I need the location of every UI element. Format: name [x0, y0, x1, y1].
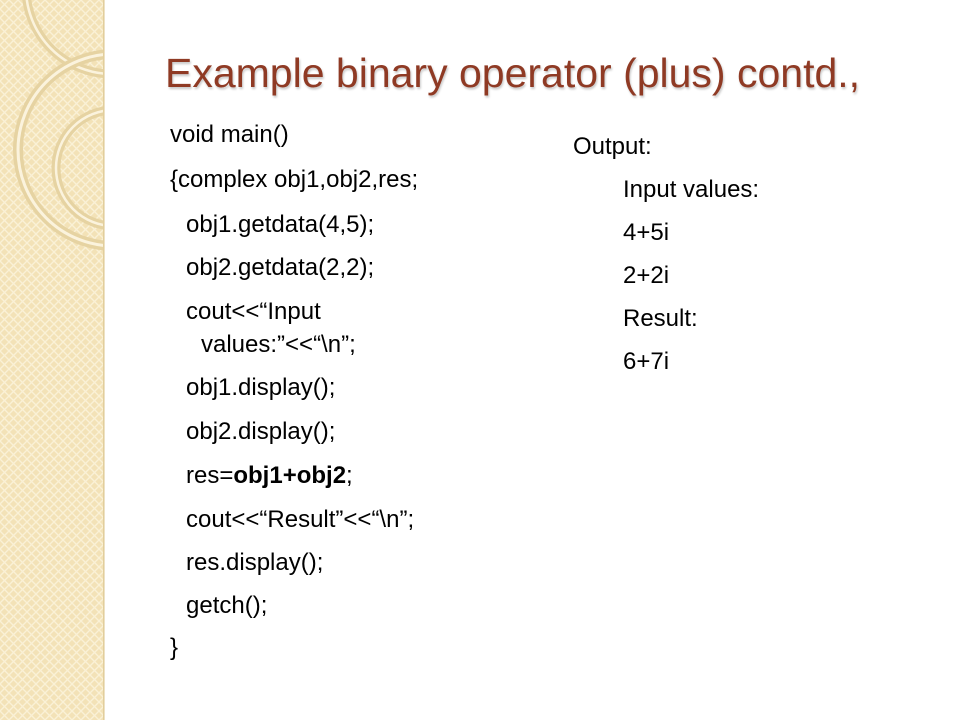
- code-line-display-obj2: obj2.display();: [186, 418, 336, 445]
- sum-assign: res=: [186, 462, 234, 489]
- code-line-cout-input-cont: values:”<<“\n”;: [201, 331, 356, 358]
- sidebar-decoration: [0, 0, 106, 720]
- code-line-display-obj1: obj1.display();: [186, 374, 336, 401]
- code-line-declaration: {complex obj1,obj2,res;: [170, 166, 419, 193]
- code-line-display-res: res.display();: [186, 549, 324, 576]
- sidebar-texture: [0, 0, 103, 720]
- output-line: 6+7i: [623, 348, 670, 375]
- output-line: Result:: [623, 305, 698, 332]
- code-line-cout-result: cout<<“Result”<<“\n”;: [186, 506, 415, 533]
- output-line: 2+2i: [623, 262, 670, 289]
- output-label: Output:: [573, 133, 652, 160]
- code-line-getdata-obj1: obj1.getdata(4,5);: [186, 211, 375, 238]
- code-line-close-brace: }: [170, 634, 179, 661]
- output-line: Input values:: [623, 176, 760, 203]
- sum-expression: obj1+obj2: [233, 462, 347, 489]
- slide-title: Example binary operator (plus) contd.,: [165, 50, 861, 96]
- code-line-getdata-obj2: obj2.getdata(2,2);: [186, 254, 375, 281]
- code-line-sum: [186, 461, 353, 491]
- code-line-cout-input: cout<<“Input: [186, 298, 321, 325]
- code-line-getch: getch();: [186, 592, 268, 619]
- sidebar-edge: [103, 0, 105, 720]
- code-line-main: void main(): [170, 121, 289, 148]
- output-line: 4+5i: [623, 219, 670, 246]
- sum-semicolon: ;: [346, 462, 353, 489]
